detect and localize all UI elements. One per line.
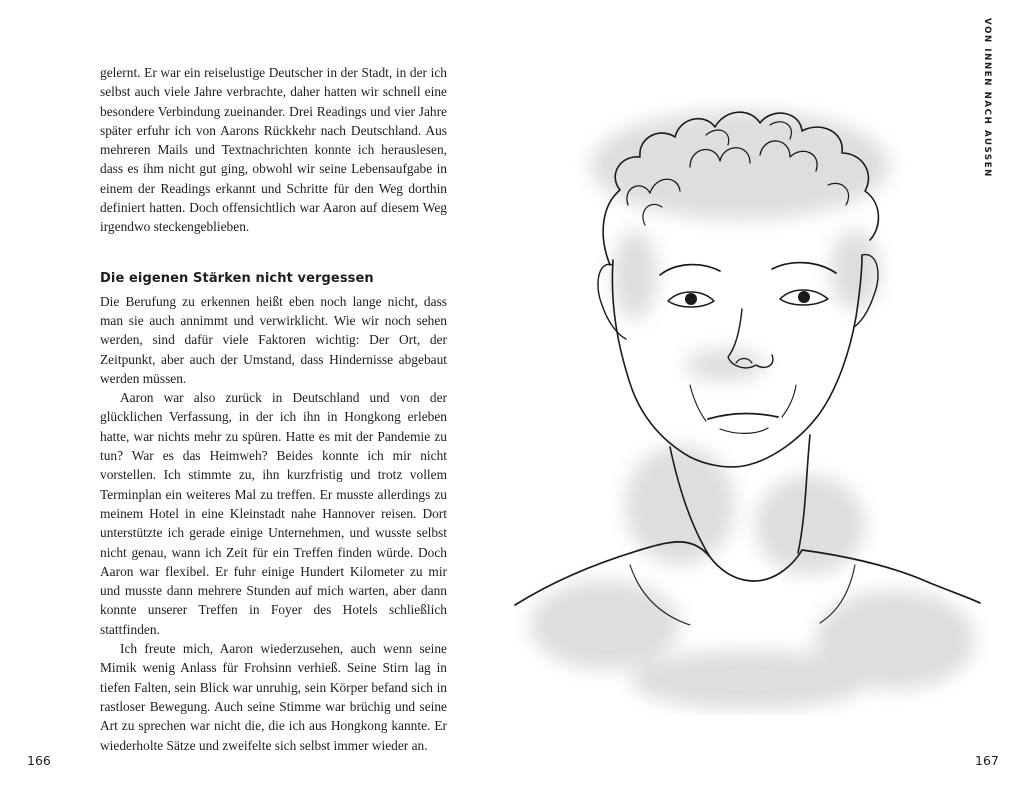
page-number-right: 167 <box>975 753 999 768</box>
body-paragraph-3: Ich freute mich, Aaron wiederzusehen, auch wenn seine Mimik wenig Anlass für Frohsinn verhieß. Seine Stirn lag in tiefen Falten, sein Blick war unruhig, sein Körper befand sich in rastloser Bewegung. Auch seine Stimme war brüchig und seine Art zu sprechen war nicht die, die ich aus Hongkong kannte. Er wiederholte Sätze und zweifelte sich selbst immer wieder an. <box>100 641 447 753</box>
running-head: VON INNEN NACH AUSSEN <box>982 18 992 178</box>
section-heading: Die eigenen Stärken nicht vergessen <box>100 270 374 286</box>
portrait-illustration <box>510 95 990 715</box>
page-number-left: 166 <box>27 753 51 768</box>
intro-paragraph: gelernt. Er war ein reiselustige Deutscher in der Stadt, in der ich selbst auch viele Jahre verbrachte, daher hatten wir schnell eine besondere Verbindung zueinander. Drei Readings und vier Jahre später erfuhr ich von Aarons Rückkehr nach Deutschland. Aus mehreren Mails und Textnachrichten konnte ich herauslesen, dass es ihm nicht gut ging, obwohl wir seine Lebensaufgabe in einem der Readings erkannt und Schritte für den Weg dorthin definiert hatten. Doch offensichtlich war Aaron auf diesem Weg irgendwo steckengeblieben. <box>100 65 447 235</box>
left-page-text <box>100 63 447 755</box>
body-paragraph-2: Aaron war also zurück in Deutschland und von der glücklichen Verfassung, in der ich ihn in Hongkong erleben hatte, war nichts mehr zu spüren. Hatte es mit der Pandemie zu tun? War es das Heimweh? Beides konnte ich mir nicht vorstellen. Ich stimmte zu, ihn kurzfristig und trotz vollem Terminplan ein weiteres Mal zu treffen. Er musste allerdings zu meinem Hotel in eine Kleinstadt nahe Hannover reisen. Dort unterstützte ich gerade einige Unternehmen, und wusste selbst nicht genau, wann ich Zeit für ein Treffen finden würde. Doch Aaron war flexibel. Er fuhr einige Hundert Kilometer zu mir und musste dann mehrere Stunden auf mich warten, aber dann konnte unserer Treffen in Foyer des Hotels schließlich stattfinden. <box>100 390 447 637</box>
body-paragraph-1: Die Berufung zu erkennen heißt eben noch lange nicht, dass man sie auch annimmt und verwirklicht. Wie wir noch sehen werden, sind dafür viele Faktoren wichtig: Der Ort, der Zeitpunkt, aber auch der Umstand, dass Hindernisse abgebaut werden müssen. <box>100 293 447 386</box>
portrait-sketch-icon <box>510 95 990 715</box>
